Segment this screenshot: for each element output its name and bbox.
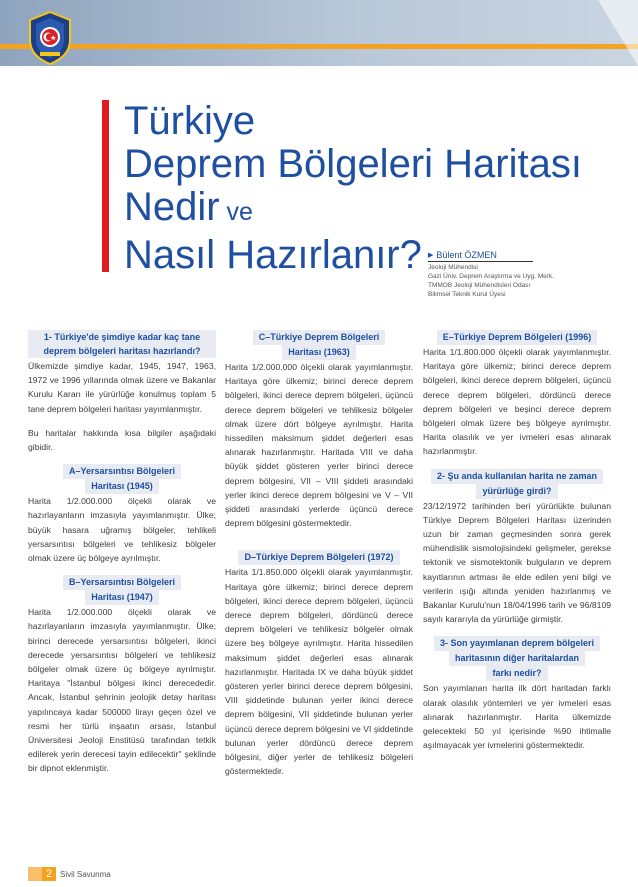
column-3: [423, 330, 611, 762]
triangle-icon: ▶: [428, 252, 434, 259]
section-e-heading: [423, 330, 611, 345]
question-3-heading-line-2: haritasının diğer haritalardan: [449, 651, 585, 666]
section-e-text: Harita 1/1.800.000 ölçekli olarak yayımlanmıştır. Haritaya göre ülkemiz; birinci derece deprem bölgeleri, ikinci derece deprem bölgeleri, üçüncü derece deprem bölgeleri, dördüncü derece deprem bölgeleri ve beşinci derece deprem bölgeleri olmak üzere beş bölgeye ayrılmıştır. Harita olasılık ve yer ivmeleri esas alınarak hazırlanmıştır.: [423, 347, 611, 457]
section-c-heading: [225, 330, 413, 360]
emblem-logo: [26, 10, 74, 66]
magazine-name: Sivil Savunma: [60, 869, 111, 879]
section-a-text: Harita 1/2.000.000 ölçekli olarak ve hazırlayanların imzasıyla yayımlanmıştır. Ülke; büyük hasara uğramış bölgeler, tehlikeli yersarsıntısı bölgeleri ve tehlikesiz bölgeler olmak üzere üç bölgeye ayrılmıştır.: [28, 496, 216, 564]
author-title-1: Jeoloji Mühendisi: [428, 264, 478, 271]
author-title-3: TMMOB Jeoloji Mühendisleri Odası: [428, 282, 531, 289]
section-d-heading: [225, 550, 413, 565]
question-2-answer: 23/12/1972 tarihinden beri yürürlükte bulunan Türkiye Deprem Bölgeleri Haritası üzerinden uzun bir zaman geçmesinden sonra gerek mühendislik sismolojisindeki gelişmeler, gerekse tektonik ve sismotektonik bulguların ve deprem kayıtlarının artması ile elde edilen yeni bilgi ve verilerin ışığı altında yeniden hazırlanmış ve Bakanlar Kurulu'nun 18/04/1996 tarih ve 96/8109 sayılı kararıyla da yürürlüğe girmiştir.: [423, 500, 611, 625]
intro-paragraph: Bu haritalar hakkında kısa bilgiler aşağıdaki gibidir.: [28, 427, 216, 453]
column-2: [225, 330, 413, 788]
author-title-4: Bilimsel Teknik Kurul Üyesi: [428, 291, 506, 298]
page-fold: [598, 0, 638, 66]
footer-accent: [28, 867, 42, 881]
page-footer: [28, 867, 111, 881]
question-2-heading-line-1: 2- Şu anda kullanılan harita ne zaman: [431, 469, 603, 484]
header-band: [0, 0, 638, 66]
author-name: Bülent ÖZMEN: [436, 250, 497, 260]
header-accent-strip: [0, 44, 638, 49]
section-b-heading-line-2: Haritası (1947): [85, 590, 159, 605]
author-name-row: [428, 251, 533, 262]
section-c-heading-line-2: Haritası (1963): [282, 345, 356, 360]
section-d-heading-line: D–Türkiye Deprem Bölgeleri (1972): [238, 550, 399, 565]
section-a-heading: [28, 464, 216, 494]
section-a-heading-line-1: A–Yersarsıntısı Bölgeleri: [63, 464, 181, 479]
title-line-3-small: ve: [219, 198, 253, 226]
section-d-text: Harita 1/1.850.000 ölçekli olarak yayımlanmıştır. Haritaya göre ülkemiz; birinci derece deprem bölgeleri, ikinci derece deprem bölgeleri, üçüncü derece deprem bölgeleri, dördüncü derece deprem bölgeleri ve tehlikesiz bölgeler olmak üzere beş bölgeye ayrılmıştır. Harita hissedilen maksimum şiddet değerleri esas alınarak hazırlanmıştır. Haritada IX ve daha büyük şiddet gösteren yerler birinci derece deprem bölgesini, VIII şiddetinde bulunan yerler ikinci derece deprem bölgesini, VII şiddetinde bulunan yerler üçüncü derece deprem bölgesini ve VI şiddetinde bulunan yerler dördüncü derece deprem bölgesini, diğer yerler de tehlikesiz bölgeleri göstermektedir.: [225, 567, 413, 777]
section-b-heading: [28, 575, 216, 605]
question-1-heading: 1- Türkiye'de şimdiye kadar kaç tane deprem bölgeleri haritası hazırlandı?: [28, 330, 216, 358]
title-accent-bar: [102, 100, 109, 272]
question-3-heading-line-3: farkı nedir?: [486, 666, 547, 681]
title-line-2: Deprem Bölgeleri Haritası: [124, 142, 582, 186]
column-1: [28, 330, 216, 786]
section-e-heading-line: E–Türkiye Deprem Bölgeleri (1996): [437, 330, 598, 345]
question-2-heading-line-2: yürürlüğe girdi?: [476, 484, 557, 499]
section-c-heading-line-1: C–Türkiye Deprem Bölgeleri: [253, 330, 386, 345]
title-line-3: [124, 186, 582, 234]
title-line-4: Nasıl Hazırlanır?: [124, 233, 422, 277]
title-line-3-main: Nedir: [124, 185, 220, 229]
question-3-heading-line-1: 3- Son yayımlanan deprem bölgeleri: [434, 636, 600, 651]
author-block: [428, 251, 628, 299]
title-line-1: Türkiye: [124, 99, 256, 143]
question-3-answer: Son yayımlanan harita ilk dört haritadan farklı olarak olasılık yöntemleri ve yer ivmeleri esas alınarak hazırlanmıştır. Harita ülkemizde gelecekteki 50 yıl içerisinde %90 ihtimalle aşılmayacak yer ivmelerini göstermektedir.: [423, 683, 611, 751]
section-c-text: Harita 1/2.000.000 ölçekli olarak yayımlanmıştır. Haritaya göre ülkemiz; birinci derece deprem bölgeleri, ikinci derece deprem bölgeleri, üçüncü derece deprem bölgeleri ve tehlikesiz bölgeler olmak üzere dört bölgeye ayrılmıştır. Harita hissedilen maksimum şiddet değerleri esas alınarak hazırlanmıştır. Haritada VIII ve daha büyük şiddet gösteren yerler birinci derece deprem bölgesini, VII – VIII şiddeti arasındaki yerler ikinci derece deprem bölgesini ve V – VII şiddeti arasındaki yerlerde üçüncü derece deprem bölgesini göstermektedir.: [225, 362, 413, 529]
section-a-heading-line-2: Haritası (1945): [85, 479, 159, 494]
page-number: 2: [42, 867, 56, 881]
question-3-heading: [423, 636, 611, 681]
section-b-heading-line-1: B–Yersarsıntısı Bölgeleri: [63, 575, 181, 590]
author-title-2: Gazi Üniv. Deprem Araştırma ve Uyg. Merk.: [428, 273, 554, 280]
question-1-answer: Ülkemizde şimdiye kadar, 1945, 1947, 1963, 1972 ve 1996 yıllarında olmak üzere ve Bakanlar Kurulu Kararı ile yürürlüğe konulmuş toplam 5 tane deprem bölgeleri haritası yayımlanmıştır.: [28, 361, 216, 414]
question-2-heading: [423, 469, 611, 499]
section-b-text: Harita 1/2.000.000 ölçekli olarak ve hazırlayanların imzasıyla yayımlanmıştır. Ülke; birinci derecede yersarsıntısı bölgeleri, ikinci derecede yersarsıntısı bölgeleri ve tehlikesiz bölgeler olmak üzere üç bölgeye ayrılmıştır. Haritaya "İstanbul bölgesi ikinci derecededir. Ancak, İstanbul şehrinin jeolojik detay haritası yapılıncaya kadar 500000 lirayı geçen özel ve resmi her türlü inşaatın arsası, İstanbul Üniversitesi Jeoloji Enstitüsü tarafından tetkik edilerek yerin derecesi tayin edilecektir" şeklinde bir dipnot eklenmiştir.: [28, 607, 216, 774]
